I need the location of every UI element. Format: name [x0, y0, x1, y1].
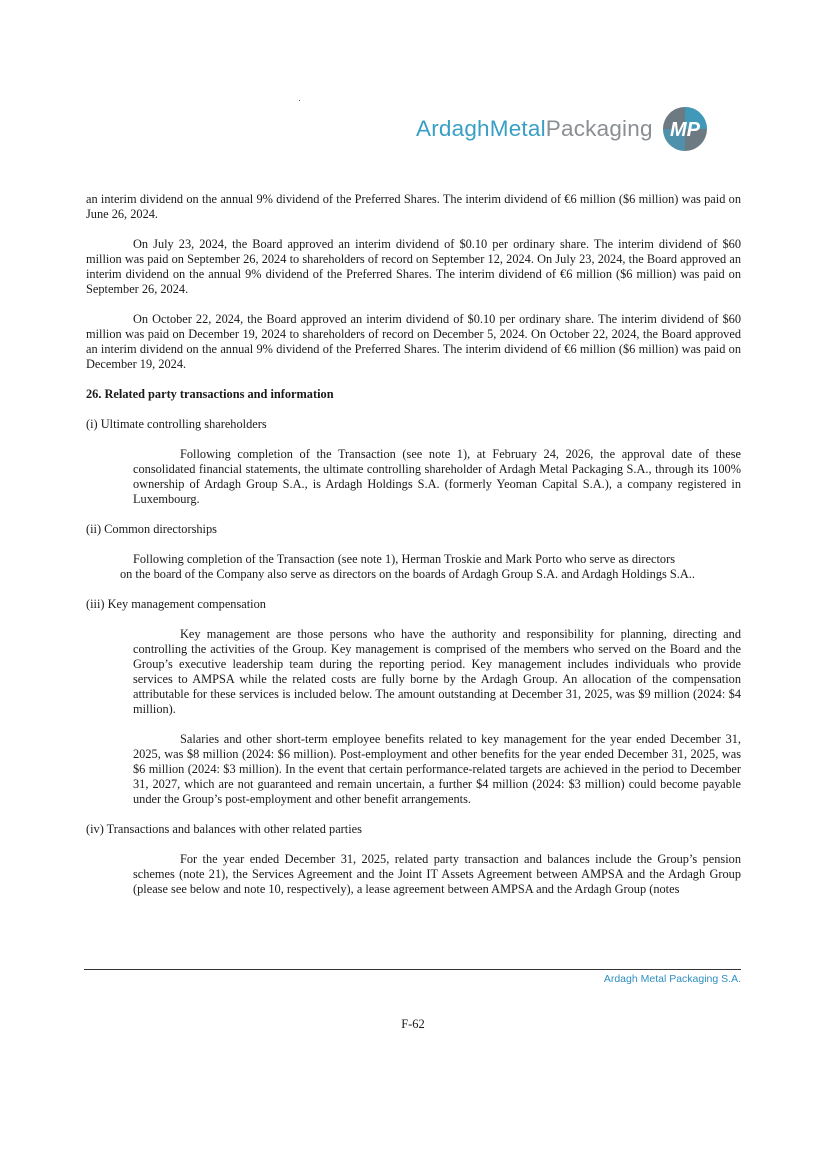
paragraph-dividend-september: On July 23, 2024, the Board approved an interim dividend of $0.10 per ordinary share. The interim dividend of $60 million was paid on September 26, 2024 to shareholders of record on September 12, 2024. On July 23, 2024, the Board approved an interim dividend on the annual 9% dividend of the Preferred Shares. The interim dividend of €6 million ($6 million) was paid on September 26, 2024.	[86, 237, 741, 296]
subheading-other-related-parties: (iv) Transactions and balances with other related parties	[86, 822, 362, 836]
document-body	[86, 192, 741, 897]
amp-logo-icon	[661, 105, 709, 153]
stray-dot	[299, 100, 300, 101]
paragraph-ultimate-controlling: Following completion of the Transaction (see note 1), at February 24, 2026, the approval date of these consolidated financial statements, the ultimate controlling shareholder of Ardagh Metal Packaging S.A., through its 100% ownership of Ardagh Group S.A., is Ardagh Holdings S.A. (formerly Yeoman Capital S.A.), a company registered in Luxembourg.	[133, 447, 741, 506]
subheading-ultimate-controlling: (i) Ultimate controlling shareholders	[86, 417, 267, 431]
paragraph-common-directorships-line2: on the board of the Company also serve as directors on the boards of Ardagh Group S.A. and Ardagh Holdings S.A..	[120, 567, 695, 581]
paragraph-key-management-benefits: Salaries and other short-term employee benefits related to key management for the year ended December 31, 2025, was $8 million (2024: $6 million). Post-employment and other benefits for the year ended December 31, 2025, was $6 million (2024: $3 million). In the event that certain performance-related targets are achieved in the period to December 31, 2027, which are not guaranteed and remain uncertain, a further $4 million (2024: $3 million) could become payable under the Group’s post-employment and other benefit arrangements.	[133, 732, 741, 806]
page-number: F-62	[401, 1017, 425, 1031]
paragraph-other-related-parties: For the year ended December 31, 2025, related party transaction and balances include the Group’s pension schemes (note 21), the Services Agreement and the Joint IT Assets Agreement between AMPSA and the Ardagh Group (please see below and note 10, respectively), a lease agreement between AMPSA and the Ardagh Group (notes	[133, 852, 741, 896]
paragraph-common-directorships-line1: Following completion of the Transaction (see note 1), Herman Troskie and Mark Porto who serve as directors	[133, 552, 676, 566]
paragraph-dividend-december: On October 22, 2024, the Board approved an interim dividend of $0.10 per ordinary share. The interim dividend of $60 million was paid on December 19, 2024 to shareholders of record on December 5, 2024. On October 22, 2024, the Board approved an interim dividend on the annual 9% dividend of the Preferred Shares. The interim dividend of €6 million ($6 million) was paid on December 19, 2024.	[86, 312, 741, 371]
footer-divider	[84, 969, 741, 970]
paragraph-key-management: Key management are those persons who have the authority and responsibility for planning, directing and controlling the activities of the Group. Key management is comprised of the members who served on the Board and the Group’s executive leadership team during the reporting period. Key management includes individuals who provide services to AMPSA while the related costs are fully borne by the Ardagh Group. An allocation of the compensation attributable for these services is included below. The amount outstanding at December 31, 2025, was $9 million (2024: $4 million).	[133, 627, 741, 716]
subheading-common-directorships: (ii) Common directorships	[86, 522, 217, 536]
subheading-key-management: (iii) Key management compensation	[86, 597, 266, 611]
section-heading: 26. Related party transactions and information	[86, 387, 334, 401]
company-logo	[416, 104, 709, 154]
logo-wordmark: ArdaghMetalPackaging	[416, 115, 653, 141]
logo-mark-text: MP	[669, 119, 700, 141]
footer-company-name: Ardagh Metal Packaging S.A.	[603, 973, 741, 985]
paragraph-dividend-june: an interim dividend on the annual 9% dividend of the Preferred Shares. The interim dividend of €6 million ($6 million) was paid on June 26, 2024.	[86, 192, 741, 221]
